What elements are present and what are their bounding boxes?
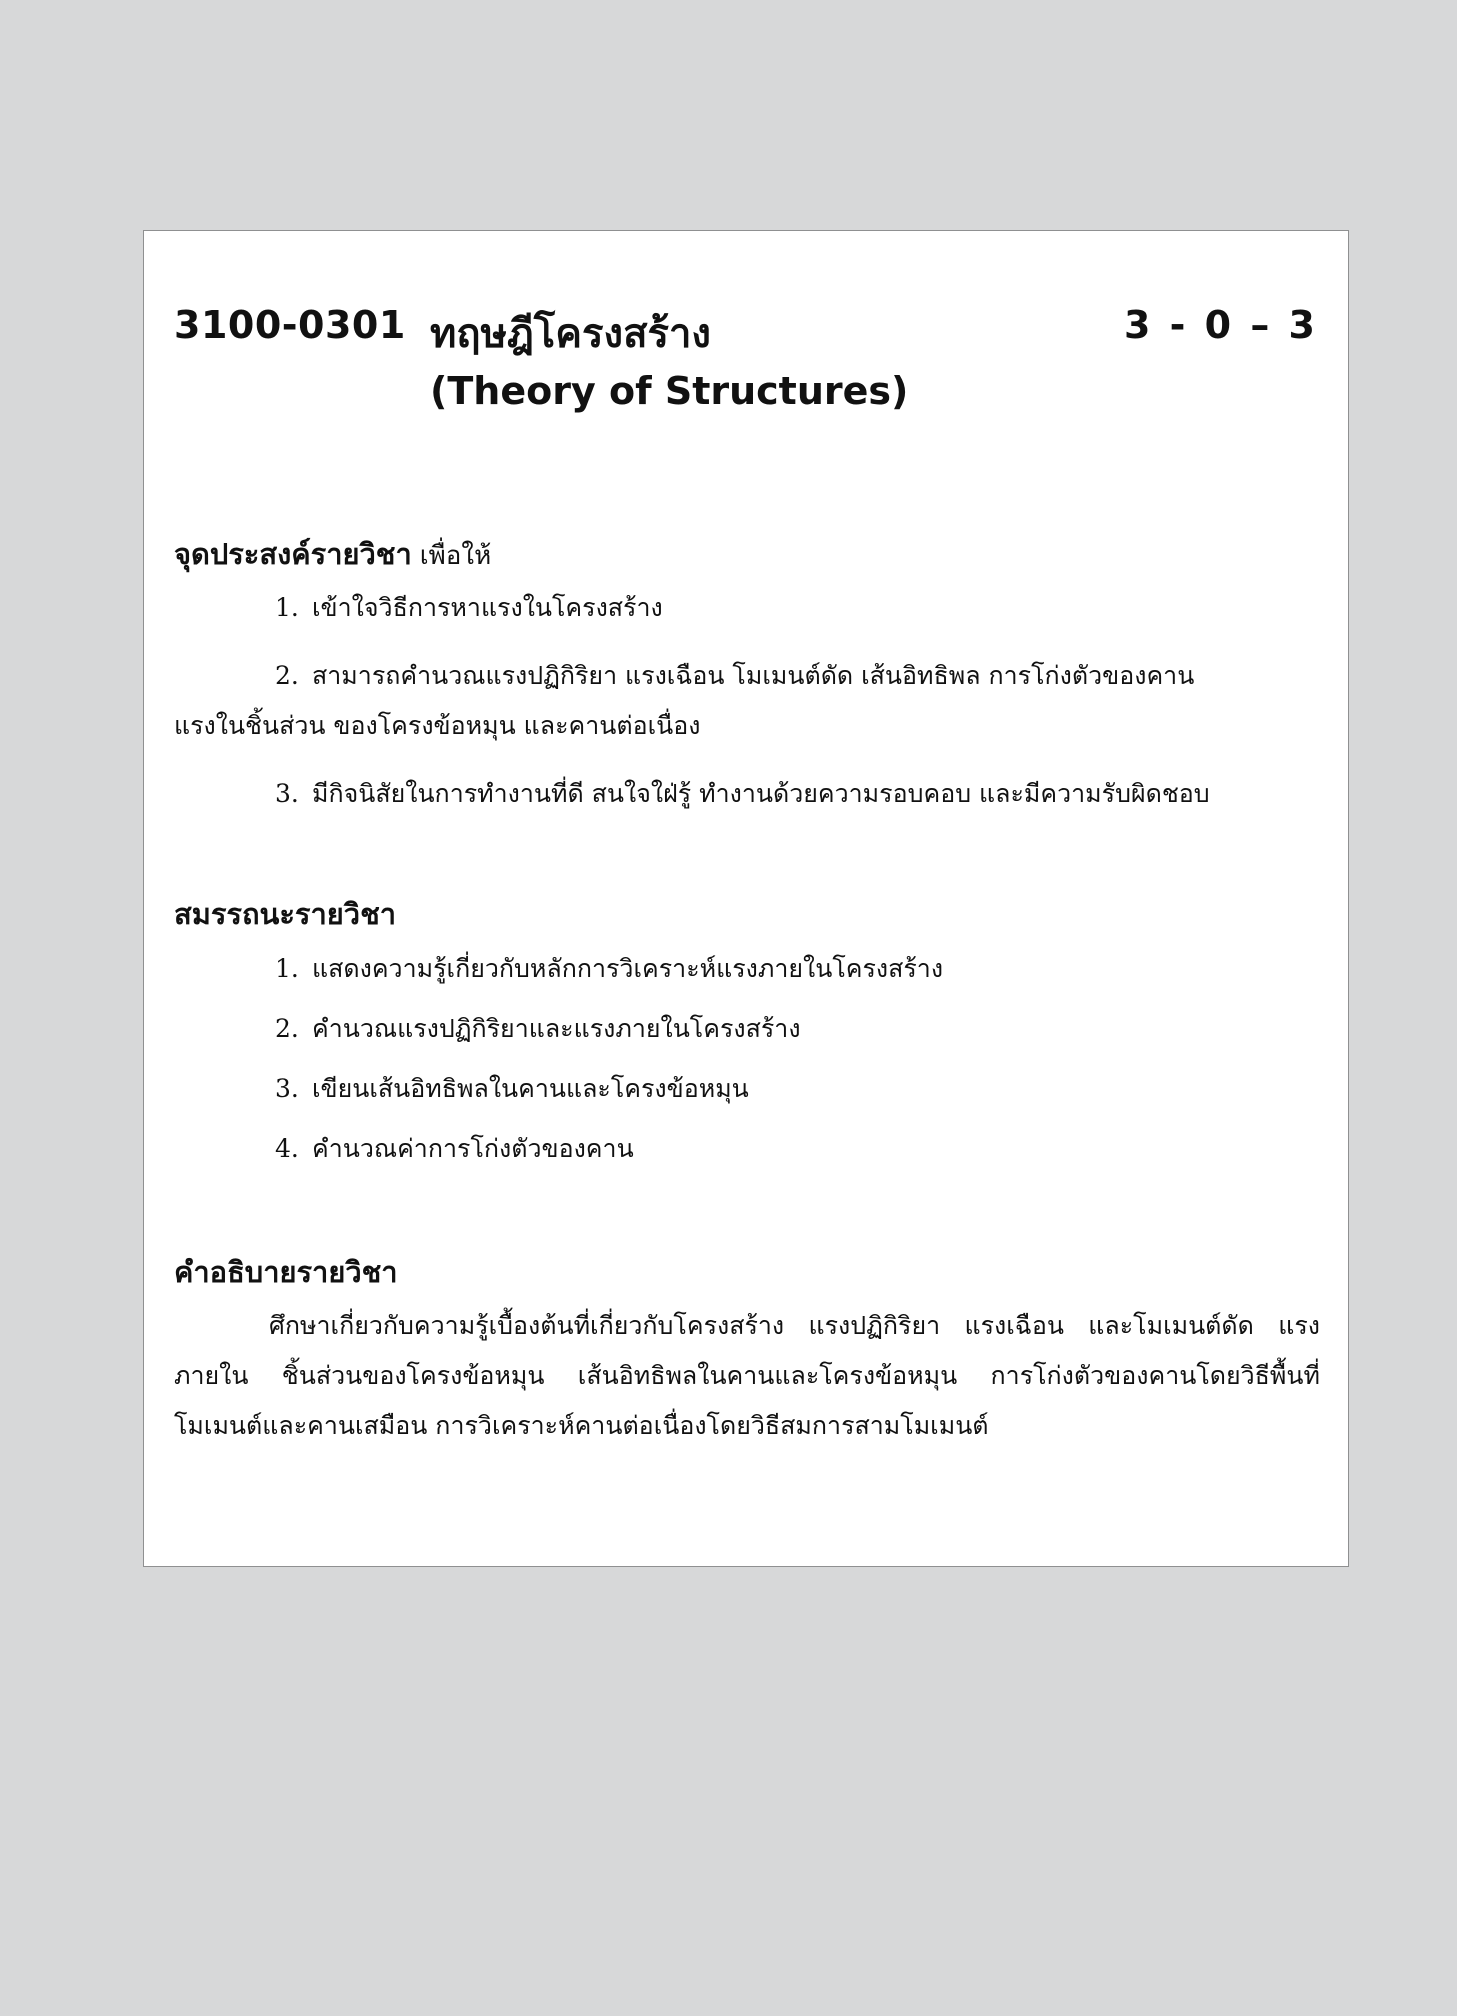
competency-number: 1. xyxy=(275,954,299,983)
competency-text: แสดงความรู้เกี่ยวกับหลักการวิเคราะห์แรงภายในโครงสร้าง xyxy=(312,954,944,983)
objective-item-1 xyxy=(275,583,663,633)
competency-text: เขียนเส้นอิทธิพลในคานและโครงข้อหมุน xyxy=(312,1074,749,1103)
objectives-heading-suffix: เพื่อให้ xyxy=(419,541,492,571)
competency-item-1 xyxy=(275,944,943,994)
course-code: 3100-0301 xyxy=(174,303,406,347)
competency-number: 2. xyxy=(275,1014,299,1043)
objective-text: เข้าใจวิธีการหาแรงในโครงสร้าง xyxy=(312,593,663,622)
objective-number: 1. xyxy=(275,593,299,622)
competency-number: 3. xyxy=(275,1074,299,1103)
competency-text: คำนวณค่าการโก่งตัวของคาน xyxy=(312,1134,634,1163)
competency-item-4 xyxy=(275,1124,634,1174)
competency-text: คำนวณแรงปฏิกิริยาและแรงภายในโครงสร้าง xyxy=(312,1014,801,1043)
objective-item-2-continued: แรงในชิ้นส่วน ของโครงข้อหมุน และคานต่อเนื่อง xyxy=(174,711,701,740)
objectives-heading xyxy=(174,531,491,577)
objective-item-2 xyxy=(275,651,1194,701)
description-heading: คำอธิบายรายวิชา xyxy=(174,1255,398,1289)
course-title-thai: ทฤษฎีโครงสร้าง xyxy=(430,311,711,357)
description-text: ศึกษาเกี่ยวกับความรู้เบื้องต้นที่เกี่ยวกับโครงสร้าง แรงปฏิกิริยา แรงเฉือน และโมเมนต์ดัด แรงภายใน ชิ้นส่วนของโครงข้อหมุน เส้นอิทธิพลในคานและโครงข้อหมุน การโก่งตัวของคานโดยวิธีพื้นที่โมเมนต์และคานเสมือน การวิเคราะห์คานต่อเนื่องโดยวิธีสมการสามโมเมนต์ xyxy=(174,1311,1320,1440)
course-credits: 3 - 0 – 3 xyxy=(1123,303,1315,347)
course-title-english: (Theory of Structures) xyxy=(430,369,909,413)
competency-number: 4. xyxy=(275,1134,299,1163)
objective-text: สามารถคำนวณแรงปฏิกิริยา แรงเฉือน โมเมนต์ดัด เส้นอิทธิพล การโก่งตัวของคาน xyxy=(312,661,1195,690)
course-sheet xyxy=(143,230,1349,1567)
objectives-heading-label: จุดประสงค์รายวิชา xyxy=(174,537,412,571)
competency-item-3 xyxy=(275,1064,749,1114)
objective-number: 2. xyxy=(275,661,299,690)
objective-item-3 xyxy=(275,769,1210,819)
objective-text: มีกิจนิสัยในการทำงานที่ดี สนใจใฝ่รู้ ทำงานด้วยความรอบคอบ และมีความรับผิดชอบ xyxy=(312,779,1210,808)
competencies-heading: สมรรถนะรายวิชา xyxy=(174,897,397,931)
competency-item-2 xyxy=(275,1004,801,1054)
objective-number: 3. xyxy=(275,779,299,808)
